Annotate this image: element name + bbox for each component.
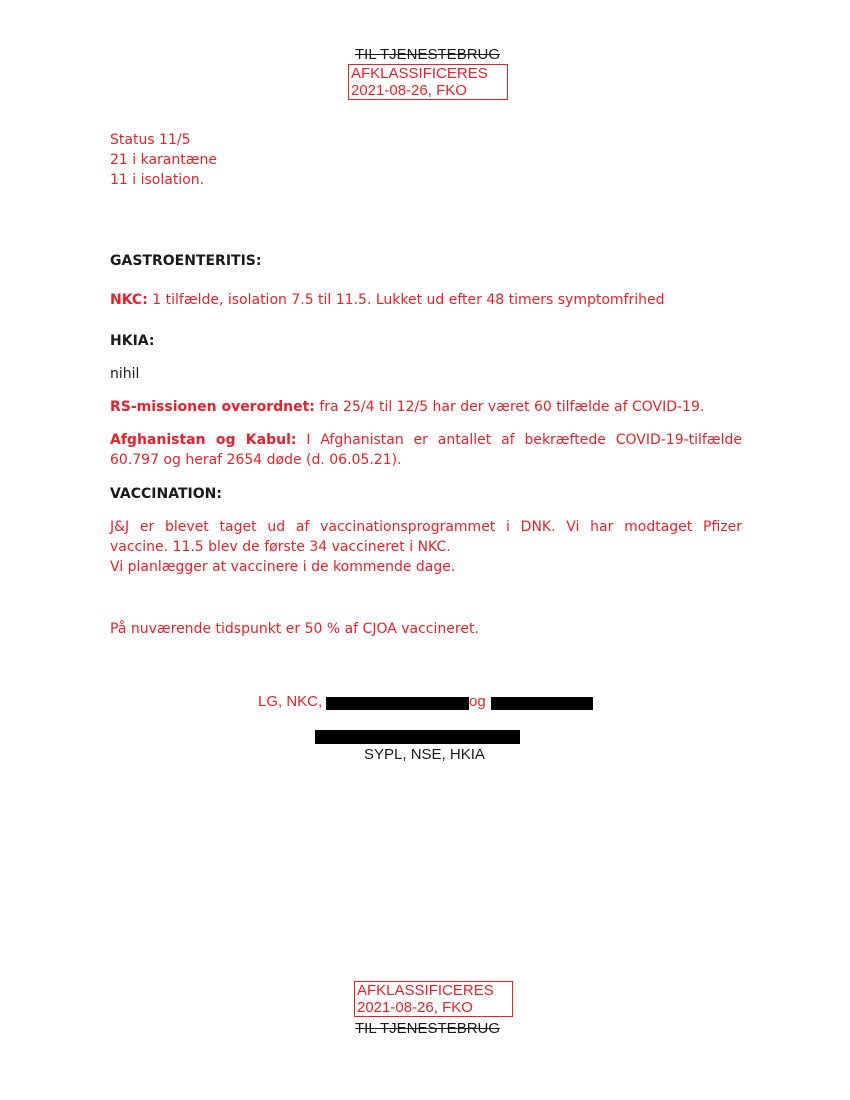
stamp-line-2: 2021-08-26, FKO	[351, 82, 467, 99]
status-isolation: 11 i isolation.	[110, 172, 205, 188]
redaction-bar	[491, 697, 593, 710]
status-quarantine: 21 i karantæne	[110, 152, 217, 168]
classification-label-bottom: TIL TJENESTEBRUG	[355, 1020, 501, 1037]
nkc-paragraph	[110, 290, 665, 310]
redaction-bar	[326, 697, 469, 710]
afghanistan-text: I Afghanistan er antallet af bekræftede COVID-19-tilfælde	[296, 432, 742, 448]
hkia-heading: HKIA:	[110, 333, 155, 349]
vaccination-line-3: Vi planlægger at vaccinere i de kommende dage.	[110, 559, 456, 575]
redaction-bar	[315, 730, 520, 744]
classification-label-top: TIL TJENESTEBRUG	[355, 46, 501, 63]
afghanistan-line-1	[110, 430, 742, 450]
rs-mission-text: fra 25/4 til 12/5 har der været 60 tilfælde af COVID-19.	[314, 399, 705, 415]
hkia-text: nihil	[110, 366, 140, 382]
signature-title: SYPL, NSE, HKIA	[364, 746, 485, 763]
vaccination-line-1: J&J er blevet taget ud af vaccinationsprogrammet i DNK. Vi har modtaget Pfizer	[110, 519, 742, 535]
rs-mission-label: RS-missionen overordnet:	[110, 399, 315, 415]
rs-mission-paragraph	[110, 397, 704, 417]
vaccination-paragraph	[110, 517, 742, 577]
declassification-stamp-top	[348, 64, 508, 100]
afghanistan-line-2: 60.797 og heraf 2654 døde (d. 06.05.21).	[110, 452, 402, 468]
vaccination-heading: VACCINATION:	[110, 486, 222, 502]
vaccination-status: På nuværende tidspunkt er 50 % af CJOA vaccineret.	[110, 621, 479, 637]
declassification-stamp-bottom	[354, 981, 513, 1017]
afghanistan-paragraph	[110, 430, 742, 470]
stamp-line-1: AFKLASSIFICERES	[357, 982, 494, 999]
nkc-text: 1 tilfælde, isolation 7.5 til 11.5. Lukket ud efter 48 timers symptomfrihed	[147, 292, 665, 308]
afghanistan-label: Afghanistan og Kabul:	[110, 432, 297, 448]
status-date: Status 11/5	[110, 132, 191, 148]
stamp-line-2: 2021-08-26, FKO	[357, 999, 473, 1016]
gastroenteritis-heading: GASTROENTERITIS:	[110, 253, 262, 269]
signature-prefix: LG, NKC,	[258, 693, 323, 710]
signature-conjunction: og	[469, 693, 486, 710]
stamp-line-1: AFKLASSIFICERES	[351, 65, 488, 82]
nkc-label: NKC:	[110, 292, 148, 308]
vaccination-line-2: vaccine. 11.5 blev de første 34 vaccineret i NKC.	[110, 539, 451, 555]
